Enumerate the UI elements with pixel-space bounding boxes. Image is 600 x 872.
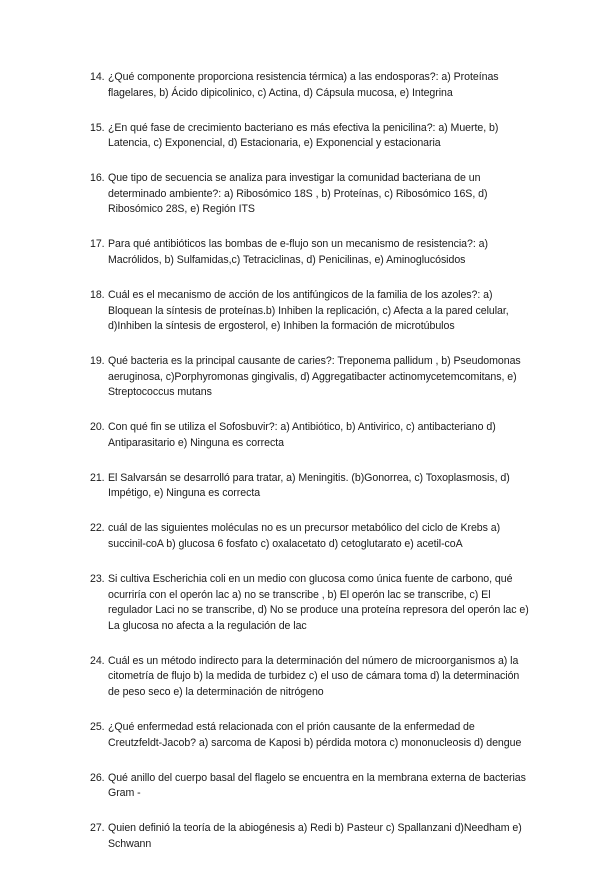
question-number: 14. xyxy=(90,71,105,83)
question-item xyxy=(90,171,530,218)
question-number: 27. xyxy=(90,822,105,835)
question-number: 17. xyxy=(90,238,105,251)
question-text: ¿Qué enfermedad está relacionada con el prión causante de la enfermedad de Creutzfeldt-Jacob? a) sarcoma de Kaposi b) pérdida motora c) mononucleosis d) dengue xyxy=(108,720,522,749)
question-text: Qué anillo del cuerpo basal del flagelo se encuentra en la membrana externa de bacterias Gram - xyxy=(108,771,526,800)
question-list xyxy=(90,70,530,872)
question-text: Cuál es el mecanismo de acción de los antifúngicos de la familia de los azoles?: a) Bloquean la síntesis de proteínas.b) Inhiben la replicación, c) Afecta a la pared celular, d)Inhiben la síntesis de ergosterol, e) Inhiben la formación de microtúbulos xyxy=(108,288,509,333)
question-text: Si cultiva Escherichia coli en un medio con glucosa como única fuente de carbono, qué ocurriría con el operón lac a) no se transcribe , b) El operón lac se transcribe, c) El regulador Laci no se transcribe, d) No se produce una proteína represora del operón lac e) La glucosa no afecta a la regulación de lac xyxy=(108,572,529,632)
question-text: ¿En qué fase de crecimiento bacteriano es más efectiva la penicilina?: a) Muerte, b) Latencia, c) Exponencial, d) Estacionaria, e) Exponencial y estacionaria xyxy=(108,121,499,150)
question-item xyxy=(90,654,530,701)
question-text: Que tipo de secuencia se analiza para investigar la comunidad bacteriana de un determinado ambiente?: a) Ribosómico 18S , b) Proteínas, c) Ribosómico 16S, d) Ribosómico 28S, e) Región ITS xyxy=(108,172,488,216)
question-text: Para qué antibióticos las bombas de e-flujo son un mecanismo de resistencia?: a) Macrólidos, b) Sulfamidas,c) Tetraciclinas, d) Penicilinas, e) Aminoglucósidos xyxy=(108,238,488,266)
question-number: 23. xyxy=(90,572,105,585)
question-text: El Salvarsán se desarrolló para tratar, a) Meningitis. (b)Gonorrea, c) Toxoplasmosis, d) Impétigo, e) Ninguna es correcta xyxy=(108,471,510,500)
question-number: 16. xyxy=(90,172,105,185)
question-text: ¿Qué componente proporciona resistencia térmica) a las endosporas?: a) Proteínas flagelares, b) Ácido dipicolinico, c) Actina, d) Cápsula mucosa, e) Integrina xyxy=(108,71,499,99)
question-number: 26. xyxy=(90,771,105,784)
question-item xyxy=(90,354,530,401)
question-item xyxy=(90,121,530,152)
question-number: 15. xyxy=(90,121,105,134)
question-item xyxy=(90,288,530,335)
question-number: 20. xyxy=(90,421,105,434)
question-item xyxy=(90,771,530,802)
question-text: Quien definió la teoría de la abiogénesis a) Redi b) Pasteur c) Spallanzani d)Needham e) Schwann xyxy=(108,822,522,850)
question-number: 24. xyxy=(90,654,105,667)
question-text: Con qué fin se utiliza el Sofosbuvir?: a) Antibiótico, b) Antivirico, c) antibacteriano d) Antiparasitario e) Ninguna es correcta xyxy=(108,421,496,449)
question-text: cuál de las siguientes moléculas no es un precursor metabólico del ciclo de Krebs a) succinil-coA b) glucosa 6 fosfato c) oxalacetato d) cetoglutarato e) acetil-coA xyxy=(108,522,501,550)
question-item xyxy=(90,70,530,101)
question-item xyxy=(90,471,530,502)
question-item xyxy=(90,420,530,451)
question-number: 19. xyxy=(90,355,105,368)
question-item xyxy=(90,720,530,751)
question-item xyxy=(90,521,530,552)
question-number: 25. xyxy=(90,720,105,733)
question-item xyxy=(90,572,530,634)
question-number: 18. xyxy=(90,288,105,301)
question-number: 21. xyxy=(90,471,105,484)
question-item xyxy=(90,237,530,268)
question-text: Qué bacteria es la principal causante de caries?: Treponema pallidum , b) Pseudomonas aeruginosa, c)Porphyromonas gingivalis, d) Aggregatibacter actinomycetemcomitans, e) Streptococcus mutans xyxy=(108,355,521,399)
question-number: 22. xyxy=(90,522,105,535)
question-text: Cuál es un método indirecto para la determinación del número de microorganismos a) la citometría de flujo b) la medida de turbidez c) el uso de cámara toma d) la determinación de peso seco e) la determinación de nitrógeno xyxy=(108,654,520,698)
